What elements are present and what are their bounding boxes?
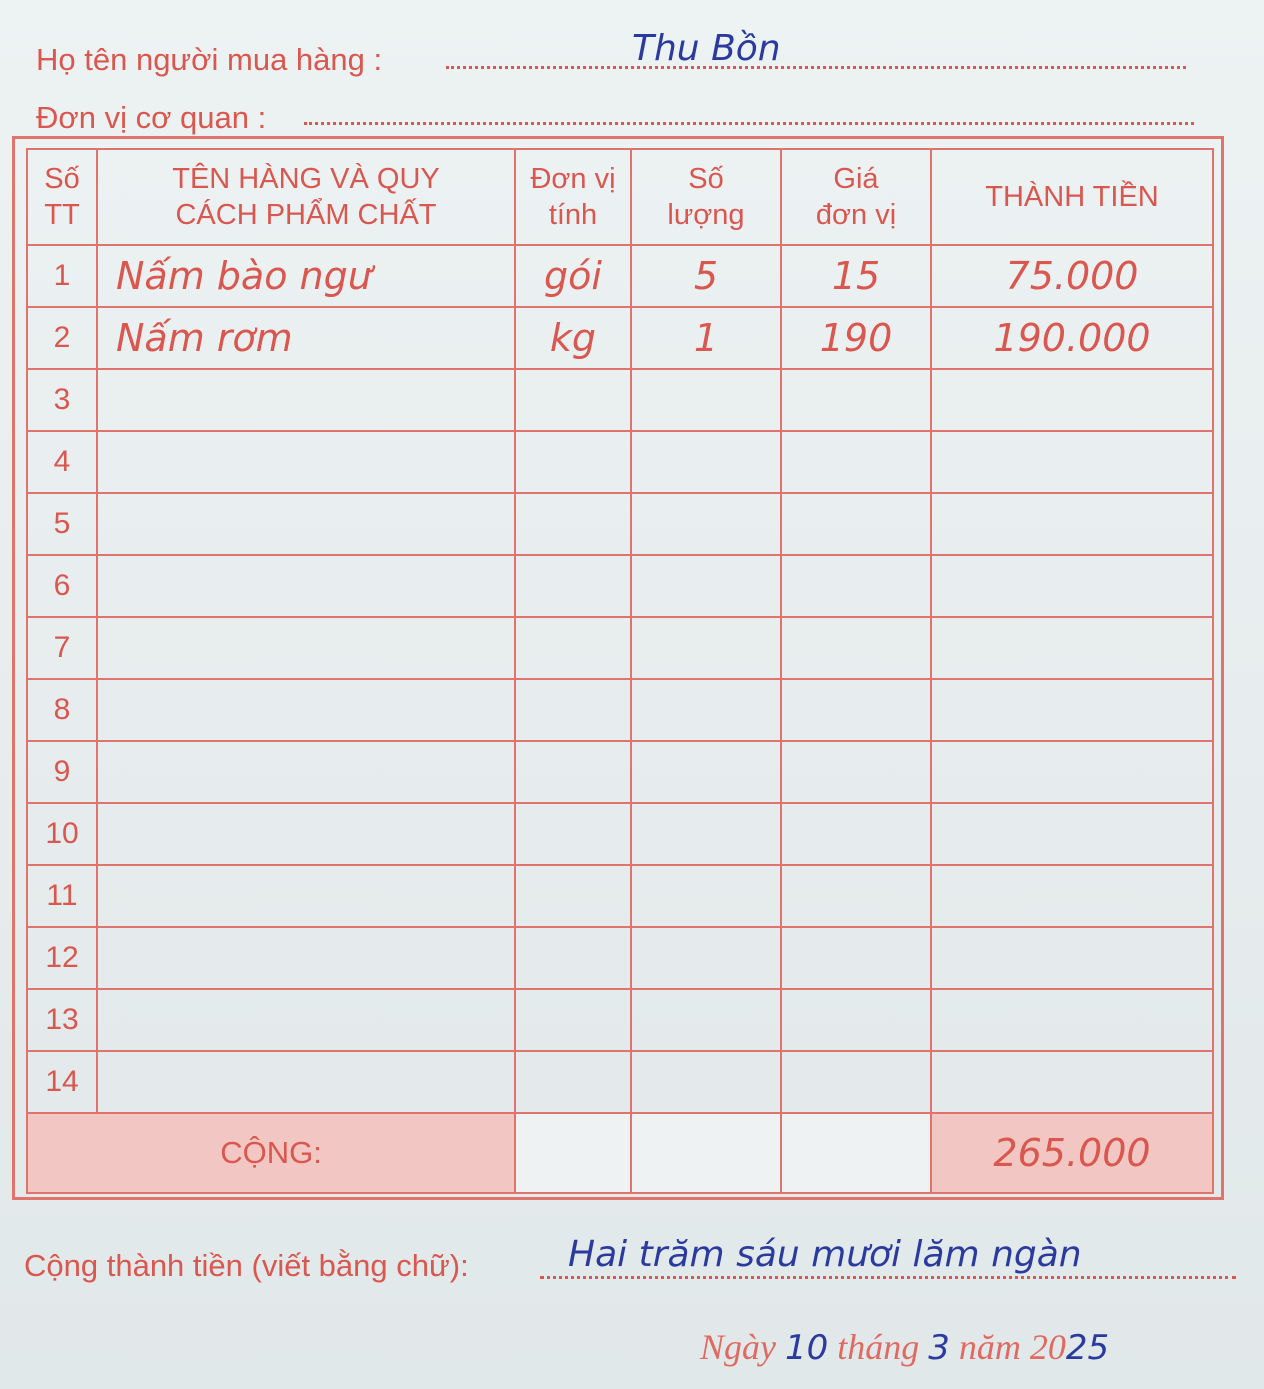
- invoice-table: [26, 148, 1214, 1194]
- row-stt: 13: [27, 989, 97, 1051]
- row-stt: 7: [27, 617, 97, 679]
- row-price: 190: [781, 307, 931, 369]
- header-stt: Số TT: [27, 149, 97, 245]
- row-stt: 12: [27, 927, 97, 989]
- row-unit: kg: [515, 307, 631, 369]
- table-header-row: [27, 149, 1213, 245]
- row-stt: 6: [27, 555, 97, 617]
- row-name: Nấm rơm: [97, 307, 515, 369]
- table-row: [27, 555, 1213, 617]
- table-row: [27, 865, 1213, 927]
- header-price: Giá đơn vị: [781, 149, 931, 245]
- table-row: [27, 989, 1213, 1051]
- date-line: [700, 1326, 1109, 1368]
- month-value: 3: [928, 1328, 950, 1368]
- header-qty: Số lượng: [631, 149, 781, 245]
- row-amount: 190.000: [931, 307, 1213, 369]
- year-label: năm 20: [958, 1327, 1066, 1367]
- row-stt: 8: [27, 679, 97, 741]
- header-amount: THÀNH TIỀN: [931, 149, 1213, 245]
- header-name: TÊN HÀNG VÀ QUY CÁCH PHẨM CHẤT: [97, 149, 515, 245]
- total-row: [27, 1113, 1213, 1193]
- row-qty: 5: [631, 245, 781, 307]
- row-stt: 11: [27, 865, 97, 927]
- row-amount: 75.000: [931, 245, 1213, 307]
- row-stt: 14: [27, 1051, 97, 1113]
- amount-in-words: Hai trăm sáu mươi lăm ngàn: [568, 1234, 1082, 1275]
- day-value: 10: [785, 1328, 829, 1368]
- table-row: [27, 307, 1213, 369]
- row-stt: 4: [27, 431, 97, 493]
- total-amount: 265.000: [931, 1113, 1213, 1193]
- table-row: [27, 927, 1213, 989]
- total-label: CỘNG:: [27, 1113, 515, 1193]
- row-stt: 2: [27, 307, 97, 369]
- row-price: 15: [781, 245, 931, 307]
- row-stt: 9: [27, 741, 97, 803]
- unit-label: Đơn vị cơ quan :: [36, 100, 267, 135]
- year-suffix: 25: [1065, 1328, 1110, 1368]
- table-row: [27, 431, 1213, 493]
- buyer-label: Họ tên người mua hàng :: [36, 42, 383, 77]
- table-row: [27, 1051, 1213, 1113]
- amount-in-words-label: Cộng thành tiền (viết bằng chữ):: [24, 1248, 469, 1283]
- buyer-dotted-line: [446, 66, 1186, 69]
- row-stt: 3: [27, 369, 97, 431]
- table-row: [27, 493, 1213, 555]
- table-row: [27, 741, 1213, 803]
- words-dotted-line: [540, 1276, 1236, 1279]
- table-row: [27, 245, 1213, 307]
- table-row: [27, 679, 1213, 741]
- row-stt: 10: [27, 803, 97, 865]
- header-unit: Đơn vị tính: [515, 149, 631, 245]
- table-row: [27, 617, 1213, 679]
- table-row: [27, 803, 1213, 865]
- day-label: Ngày: [700, 1327, 776, 1367]
- table-row: [27, 369, 1213, 431]
- row-stt: 5: [27, 493, 97, 555]
- row-qty: 1: [631, 307, 781, 369]
- row-name: Nấm bào ngư: [97, 245, 515, 307]
- month-label: tháng: [837, 1327, 920, 1367]
- buyer-name: Thu Bồn: [632, 28, 781, 69]
- row-unit: gói: [515, 245, 631, 307]
- unit-dotted-line: [304, 122, 1194, 125]
- row-stt: 1: [27, 245, 97, 307]
